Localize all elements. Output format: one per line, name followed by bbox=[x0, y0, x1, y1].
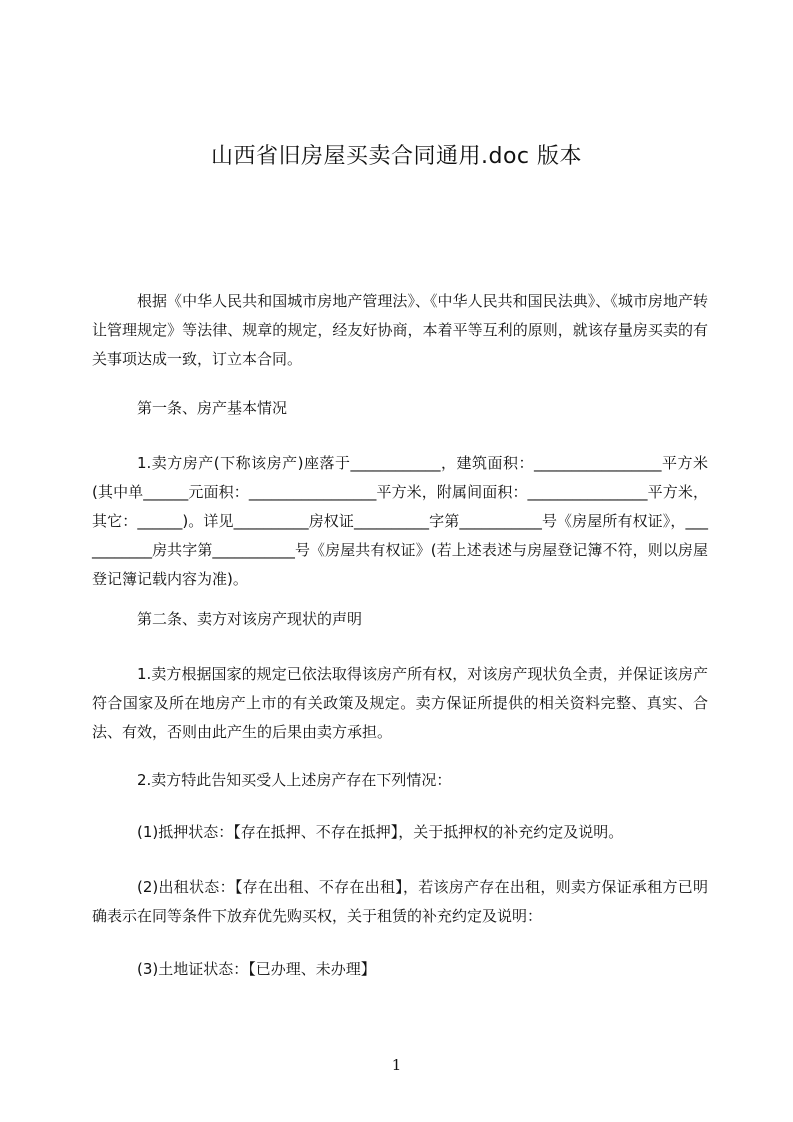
article-2-heading: 第二条、卖方对该房产现状的声明 bbox=[137, 610, 363, 628]
intro-paragraph: 根据《中华人民共和国城市房地产管理法》、《中华人民共和国民法典》、《城市房地产转让管理规定》等法律、规章的规定，经友好协商，本着平等互利的原则，就该存量房买卖的有关事项达成一致，订立本合同。 bbox=[92, 292, 708, 368]
article-1-heading: 第一条、房产基本情况 bbox=[137, 399, 288, 417]
article-2-sub-1: (1)抵押状态：【存在抵押、不存在抵押】，关于抵押权的补充约定及说明。 bbox=[137, 823, 624, 841]
article-2-item-2: 2.卖方特此告知买受人上述房产存在下列情况： bbox=[137, 771, 452, 789]
article-2-sub-3: (3)土地证状态：【已办理、未办理】 bbox=[137, 960, 376, 978]
article-2-sub-2: (2)出租状态：【存在出租、不存在出租】，若该房产存在出租，则卖方保证承租方已明确表示在同等条件下放弃优先购买权，关于租赁的补充约定及说明： bbox=[92, 878, 708, 925]
document-title: 山西省旧房屋买卖合同通用.doc 版本 bbox=[210, 144, 582, 169]
page-number: 1 bbox=[391, 1056, 402, 1074]
article-1-item-1: 1.卖方房产(下称该房产)座落于____________，建筑面积：_________________平方米(其中单______元面积：_________________平方米，附属间面积：________________平方米，其它：______)。详见__________房权证__________字第___________号《房屋所有权证》，___________房共字第___________号《房屋共有权证》(若上述表述与房屋登记簿不符，则以房屋登记簿记载内容为准)。 bbox=[92, 454, 708, 588]
article-2-item-1: 1.卖方根据国家的规定已依法取得该房产所有权，对该房产现状负全责，并保证该房产符合国家及所在地房产上市的有关政策及规定。卖方保证所提供的相关资料完整、真实、合法、有效，否则由此产生的后果由卖方承担。 bbox=[92, 665, 708, 741]
